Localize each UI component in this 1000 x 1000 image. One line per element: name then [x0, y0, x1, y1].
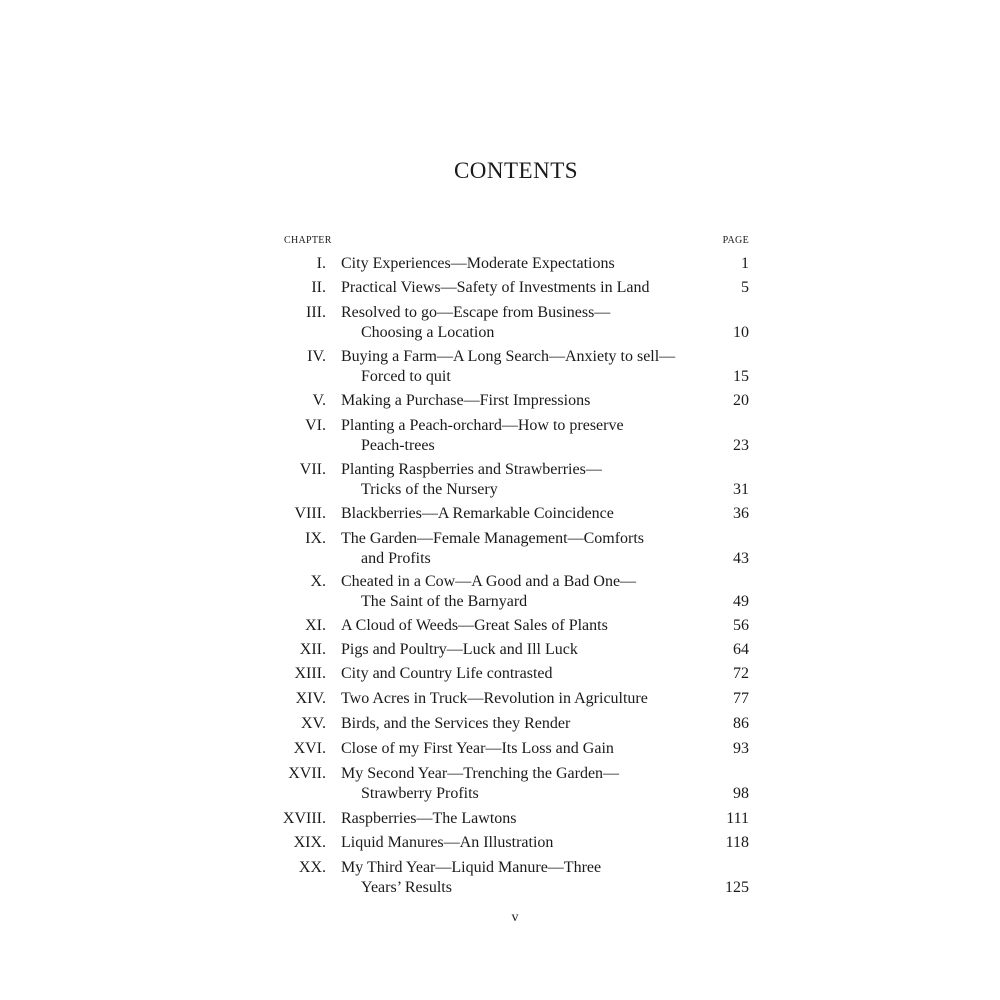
chapter-title-line: City Experiences—Moderate Expectations — [341, 255, 615, 272]
page-number: 15 — [733, 368, 749, 385]
chapter-title-continuation: Choosing a Location — [361, 324, 495, 341]
page-number: 49 — [733, 593, 749, 610]
page-number: 36 — [733, 505, 749, 522]
chapter-title-continuation: Forced to quit — [361, 368, 451, 385]
chapter-title-line: Practical Views—Safety of Investments in Land — [341, 279, 650, 296]
chapter-number: XIII. — [294, 665, 326, 682]
chapter-title-continuation: The Saint of the Barnyard — [361, 593, 528, 610]
page-number: 23 — [733, 437, 749, 454]
chapter-number: XVIII. — [282, 810, 326, 827]
chapter-title — [341, 833, 701, 853]
chapter-number: XX. — [298, 859, 326, 876]
page-number: 43 — [733, 550, 749, 567]
chapter-title — [341, 416, 701, 456]
chapter-title-line: City and Country Life contrasted — [341, 665, 553, 682]
chapter-title-continuation: Years’ Results — [361, 879, 452, 896]
chapter-number: V. — [312, 392, 326, 409]
chapter-title-line: Blackberries—A Remarkable Coincidence — [341, 505, 614, 522]
chapter-title — [341, 714, 701, 734]
page-number: 93 — [733, 740, 749, 757]
chapter-number: IV. — [307, 348, 326, 365]
chapter-title — [341, 809, 701, 829]
page-number: 10 — [733, 324, 749, 341]
page-number: 125 — [725, 879, 749, 896]
chapter-title-line: Making a Purchase—First Impressions — [341, 392, 591, 409]
chapter-number: XV. — [300, 715, 326, 732]
chapter-title-line: Two Acres in Truck—Revolution in Agriculture — [341, 690, 648, 707]
page-number: 31 — [733, 481, 749, 498]
page-number: 98 — [733, 785, 749, 802]
page-number: 56 — [733, 617, 749, 634]
page-column-header: PAGE — [722, 235, 749, 246]
page-number: 111 — [726, 810, 749, 827]
chapter-number: X. — [310, 573, 326, 590]
page-number: 5 — [741, 279, 749, 296]
page-number: 77 — [733, 690, 749, 707]
chapter-title — [341, 303, 701, 343]
chapter-title-line: A Cloud of Weeds—Great Sales of Plants — [341, 617, 608, 634]
chapter-number: III. — [306, 304, 326, 321]
chapter-title-line: Planting a Peach-orchard—How to preserve — [341, 417, 624, 434]
chapter-title — [341, 278, 701, 298]
chapter-title — [341, 664, 701, 684]
chapter-title — [341, 504, 701, 524]
page-folio: v — [511, 910, 519, 925]
chapter-title-line: My Second Year—Trenching the Garden— — [341, 765, 620, 782]
chapter-title-line: Resolved to go—Escape from Business— — [341, 304, 611, 321]
chapter-title — [341, 254, 701, 274]
chapter-title — [341, 764, 701, 804]
chapter-title-line: Buying a Farm—A Long Search—Anxiety to sell— — [341, 348, 676, 365]
chapter-title — [341, 689, 701, 709]
page-number: 1 — [741, 255, 749, 272]
chapter-title — [341, 572, 701, 612]
chapter-number: VI. — [305, 417, 326, 434]
page-number: 118 — [725, 834, 749, 851]
chapter-title — [341, 529, 701, 569]
page-number: 72 — [733, 665, 749, 682]
chapter-number: XIV. — [295, 690, 326, 707]
chapter-title-continuation: and Profits — [361, 550, 431, 567]
chapter-title-line: Close of my First Year—Its Loss and Gain — [341, 740, 614, 757]
page-number: 64 — [733, 641, 749, 658]
chapter-column-header: CHAPTER — [284, 235, 332, 246]
chapter-number: I. — [316, 255, 326, 272]
chapter-title — [341, 347, 701, 387]
chapter-number: XIX. — [293, 834, 326, 851]
chapter-title-line: Raspberries—The Lawtons — [341, 810, 517, 827]
chapter-number: XI. — [305, 617, 326, 634]
chapter-number: VII. — [299, 461, 326, 478]
chapter-title-line: The Garden—Female Management—Comforts — [341, 530, 645, 547]
page-number: 86 — [733, 715, 749, 732]
chapter-title-line: Birds, and the Services they Render — [341, 715, 571, 732]
chapter-number: II. — [311, 279, 326, 296]
chapter-title-line: Pigs and Poultry—Luck and Ill Luck — [341, 641, 578, 658]
chapter-title-line: My Third Year—Liquid Manure—Three — [341, 859, 602, 876]
chapter-number: IX. — [305, 530, 326, 547]
chapter-title — [341, 391, 701, 411]
chapter-title — [341, 858, 701, 898]
chapter-title-continuation: Strawberry Profits — [361, 785, 479, 802]
chapter-title-line: Cheated in a Cow—A Good and a Bad One— — [341, 573, 637, 590]
chapter-title — [341, 739, 701, 759]
chapter-title — [341, 616, 701, 636]
chapter-title — [341, 640, 701, 660]
page-title: CONTENTS — [453, 158, 579, 183]
chapter-title-continuation: Peach-trees — [361, 437, 435, 454]
chapter-number: VIII. — [294, 505, 326, 522]
chapter-number: XII. — [299, 641, 326, 658]
chapter-number: XVII. — [288, 765, 326, 782]
page-number: 20 — [733, 392, 749, 409]
chapter-title-line: Planting Raspberries and Strawberries— — [341, 461, 602, 478]
chapter-title — [341, 460, 701, 500]
chapter-number: XVI. — [293, 740, 326, 757]
chapter-title-line: Liquid Manures—An Illustration — [341, 834, 554, 851]
chapter-title-continuation: Tricks of the Nursery — [361, 481, 498, 498]
